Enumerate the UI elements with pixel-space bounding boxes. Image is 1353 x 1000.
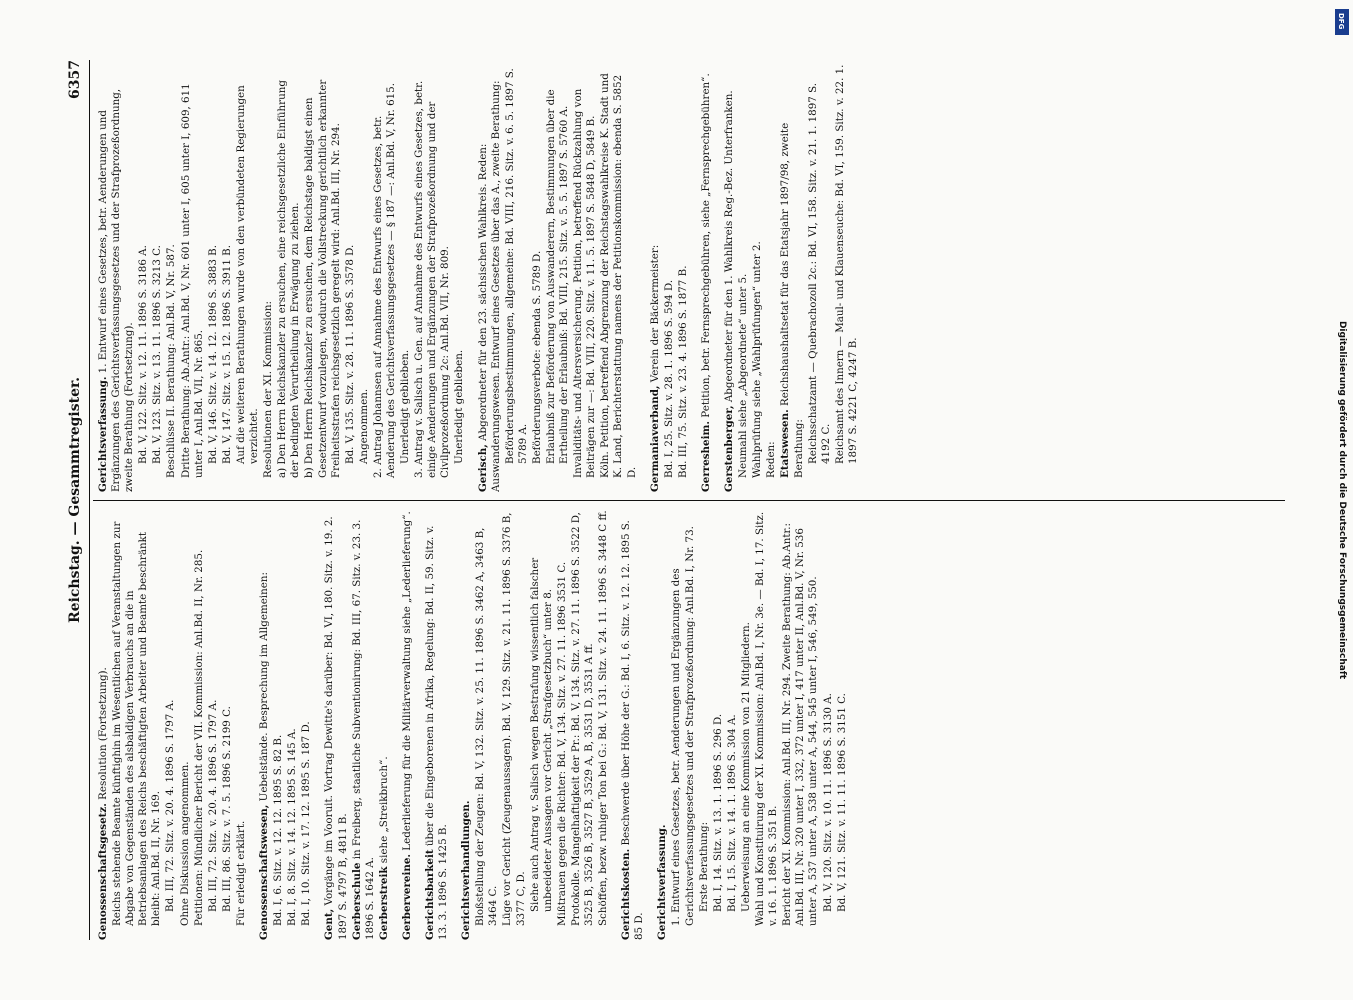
register-entry [723, 62, 736, 492]
entry-text: Auf die weiteren Berathungen wurde von den verbündeten Regierungen verzichtet. [234, 85, 261, 464]
register-entry [501, 510, 527, 940]
page-number: 6357 [67, 60, 83, 99]
entry-text: Köln. Petition, betreffend Abgrenzung der Reichstagswahlkreise K. Stadt und K. Land, Berichterstattung namens der Petitionskommission: ebenda S. 5852 D. [599, 73, 638, 478]
register-entry [207, 510, 220, 940]
entry-text: Angenommen. [357, 388, 370, 464]
register-entry [378, 510, 391, 940]
entry-text: Bd. V, 147. Sitz. v. 15. 12. 1896 S. 3911 B. [220, 244, 233, 464]
entry-text: Invaliditäts- und Altersversicherung. Petition, betreffend Rückzahlung von Beiträgen zur —: Bd. VIII, 220. Sitz. v. 11. 5. 1897 S. 5848 D, 5849 B. [572, 88, 598, 478]
entry-heading: Gerstenberger, [723, 405, 736, 492]
register-entry [235, 62, 261, 492]
register-entry [179, 510, 192, 940]
entry-heading: Gerichtsverfassung. [656, 824, 669, 940]
register-entry [663, 62, 676, 492]
entry-text: Bd. I, 25. Sitz. v. 28. 1. 1896 S. 594 D. [662, 279, 675, 478]
register-entry [276, 62, 302, 492]
entry-text: 1. Entwurf eines Gesetzes, betr. Aenderungen und Ergänzungen des Gerichtsverfassungsgesetzes und der Strafprozeßordnung: Anl.Bd. I, Nr. 73. [670, 526, 696, 926]
register-entry [165, 62, 178, 492]
entry-text: a) Den Herrn Reichskanzler zu ersuchen, eine reichsgesetzliche Einführung der bedingten Verurtheilung in Erwägung zu ziehen. [276, 80, 302, 478]
side-credit [1332, 5, 1352, 995]
running-header [67, 60, 89, 940]
register-entry [193, 510, 206, 940]
header-rule [89, 60, 90, 940]
entry-text: Erste Berathung: [697, 821, 710, 912]
register-entry [712, 510, 725, 940]
register-entry [751, 62, 764, 492]
entry-text: Bd. I, 15. Sitz. v. 14. 1. 1896 S. 304 A. [725, 714, 738, 912]
register-entry [97, 62, 136, 492]
entry-gap [314, 510, 323, 940]
entry-gap [647, 510, 656, 940]
entry-text: Bd. V, 120. Sitz. v. 10. 11. 1896 S. 3130 A. [821, 693, 834, 912]
entry-text: Petition, betr. Fernsprechgebühren, siehe „Fernsprechgebühren“. [699, 73, 712, 422]
register-entry [572, 62, 598, 492]
entry-text: Reichs stehende Beamte künftighin im Wesentlichen auf Veranstaltungen zur Abgabe von Gegenständen des alsbaldigen Verbrauchs an die in Betriebsanlagen des Reichs beschäftigten Arbeiter und Beamte beschränkt bleibt: Anl.Bd. II, Nr. 169. [111, 521, 163, 926]
column-divider [93, 500, 1285, 501]
entry-heading: Gerichtskosten. [620, 848, 633, 940]
register-entry [164, 510, 177, 940]
register-entry [529, 510, 555, 940]
entry-heading: Gerichtsverhandlungen. [460, 800, 473, 940]
entry-text: Bd. V, 123. Sitz. v. 13. 11. 1896 S. 3213 C. [151, 245, 164, 464]
register-entry [620, 510, 646, 940]
entry-heading: Gerberschule [350, 862, 363, 940]
entry-text: Bd. V, 146. Sitz. v. 14. 12. 1896 S. 3883 B. [206, 244, 219, 464]
register-entry [836, 510, 849, 940]
entry-text: Bd. I, 6. Sitz. v. 12. 12. 1895 S. 82 B. [272, 734, 285, 926]
register-entry [286, 510, 299, 940]
entry-text: über die Eingeborenen in Afrika, Regelung: Bd. II, 59. Sitz. v. 13. 3. 1896 S. 1425 B. [423, 525, 450, 940]
entry-text: Reichshaushaltsetat für das Etatsjahr 1897/98, zweite Berathung: [779, 122, 805, 478]
register-entry [97, 510, 110, 940]
register-entry [670, 510, 696, 940]
entry-text: 3. Antrag v. Salisch u. Gen. auf Annahme des Entwurfs eines Gesetzes, betr. einige Aenderungen und Ergänzungen der Strafprozeßordnung und der Civilprozeßordnung 2c: Anl.Bd. VII, Nr. 809. [413, 80, 452, 478]
register-entry [221, 62, 234, 492]
register-entry [677, 62, 690, 492]
register-entry [781, 510, 820, 940]
entry-text: Bd. V, 122. Sitz. v. 12. 11. 1896 S. 3186 A. [137, 245, 150, 464]
register-entry [303, 62, 342, 492]
entry-text: Bericht der XI. Kommission: Anl.Bd. III, Nr. 294. Zweite Berathung: Ab.Antr.: Anl.Bd. III, Nr. 320 unter I, 332, 372 unter I, 417 unter II, Anl.Bd. V, Nr. 536 unter A, 537 unter A, 538 unter A, 544, 545 unter I, 546, 549, 550. [781, 522, 820, 926]
register-entry [740, 510, 753, 940]
register-entry [180, 62, 206, 492]
register-entry [344, 62, 357, 492]
left-column [97, 510, 1285, 940]
register-entry [597, 510, 610, 940]
entry-text: Beschwerde über Höhe der G.: Bd. I, 6. Sitz. v. 12. 12. 1895 S. 85 D. [620, 520, 646, 940]
entry-text: Resolution (Fortsetzung). [97, 667, 109, 804]
register-entry [262, 62, 275, 492]
register-entry [531, 62, 544, 492]
register-entry [737, 62, 750, 492]
entry-text: Bd. III, 75. Sitz. v. 23. 4. 1896 S. 1877 B. [676, 265, 689, 478]
entry-text: Reichsschatzamt — Quebrachozoll 2c.: Bd. VI, 158. Sitz. v. 21. 1. 1897 S. 4192 C. [806, 82, 832, 464]
register-entry [545, 62, 571, 492]
entry-text: Bd. III, 72. Sitz. v. 20. 4. 1896 S. 1797 A. [206, 699, 219, 912]
entry-text: Erlaubniß zur Beförderung von Auswanderern, Bestimmungen über die Ertheilung der Erlaubniß: Bd. VIII, 215. Sitz. v. 5. 5. 1897 S. 5760 A. [545, 89, 571, 464]
register-entry [504, 62, 530, 492]
register-entry [474, 510, 500, 940]
register-entry [570, 510, 596, 940]
entry-text: Beförderungsbestimmungen, allgemeine: Bd. VIII, 216. Sitz. v. 6. 5. 1897 S. 5789 A. [503, 68, 529, 464]
entry-gap [468, 62, 477, 492]
entry-heading: Gerisch, [476, 444, 489, 492]
entry-text: Dritte Berathung: Ab.Antr.: Anl.Bd. V, Nr. 601 unter I, 605 unter I, 609, 611 unter I, Anl.Bd. VII, Nr. 865. [179, 83, 205, 478]
register-entry [137, 62, 150, 492]
entry-heading: Genossenschaftswesen, [258, 804, 271, 940]
register-entry [726, 510, 739, 940]
register-entry [351, 510, 377, 940]
entry-text: Reichsamt des Innern — Maul- und Klauenseuche: Bd. VI, 159. Sitz. v. 22. 1. 1897 S. 4221 C, 4247 B. [833, 64, 859, 464]
dfg-logo: DFG [1335, 9, 1349, 35]
entry-text: Ueberweisung an eine Kommission von 21 Mitgliedern. [739, 622, 752, 912]
entry-heading: Gerbervereine. [400, 854, 413, 940]
register-entry [807, 62, 833, 492]
entry-text: Bd. V, 135. Sitz. v. 28. 11. 1896 S. 3578 D. [343, 244, 356, 464]
entry-heading: Gent, [323, 908, 336, 940]
entry-gap [691, 62, 700, 492]
register-entry [235, 510, 248, 940]
entry-text: Siehe auch Antrag v. Salisch wegen Bestrafung wissentlich falscher unbeeideter Aussagen vor Gericht „Strafgesetzbuch“ unter 8. [528, 557, 554, 912]
entry-text: Schöffen, bezw. ruhiger Ton bei G.: Bd. V, 131. Sitz. v. 24. 11. 1896 S. 3448 C ff. [597, 510, 610, 926]
register-entry [453, 62, 466, 492]
register-entry [765, 62, 778, 492]
entry-gap [415, 510, 424, 940]
register-entry [700, 62, 713, 492]
register-entry [424, 510, 450, 940]
entry-text: Ohne Diskussion angenommen. [178, 761, 191, 926]
register-entry [834, 62, 860, 492]
entry-text: Lüge vor Gericht (Zeugenaussagen). Bd. V, 129. Sitz. v. 21. 11. 1896 S. 3376 B, 3377 C, D. [501, 512, 527, 926]
entry-gap [611, 510, 620, 940]
register-entry [556, 510, 569, 940]
entry-gap [451, 510, 460, 940]
entry-heading: Genossenschaftsgesetz. [97, 803, 109, 940]
funding-note: Digitalisierung gefördert durch die Deutsche Forschungsgemeinschaft [1337, 320, 1347, 680]
entry-heading: Gerberstreik [377, 866, 390, 940]
entry-text: 2. Antrag Johannsen auf Annahme des Entwurfs eines Gesetzes, betr. Aenderung des Gerichtsverfassungsgesetzes — § 187 —: Anl.Bd. V, Nr. 615. [371, 82, 397, 478]
entry-text: Wahlprüfung siehe „Wahlprüfungen“ unter 2. [751, 241, 764, 478]
register-entry [754, 510, 780, 940]
register-entry [221, 510, 234, 940]
entry-text: Bd. I, 8. Sitz. v. 14. 12. 1895 S. 145 A. [286, 728, 299, 926]
entry-text: in Freiberg, staatliche Subventionirung: Bd. III, 67. Sitz. v. 23. 3. 1896 S. 1642 A. [350, 519, 376, 940]
entry-text: Verein der Bäckermeister: [648, 244, 661, 386]
register-entry [460, 510, 473, 940]
register-entry [599, 62, 638, 492]
entry-text: Bloßstellung der Zeugen: Bd. V, 132. Sitz. v. 25. 11. 1896 S. 3462 A, 3463 B, 3464 C. [474, 527, 500, 926]
register-entry [399, 62, 412, 492]
entry-gap [392, 510, 401, 940]
entry-gap [640, 62, 649, 492]
register-entry [372, 62, 398, 492]
entry-text: Beförderungsverbote: ebenda S. 5789 D. [530, 250, 543, 464]
register-entry [358, 62, 371, 492]
entry-text: Lederlieferung für die Militärverwaltung siehe „Lederlieferung“. [400, 511, 413, 854]
entry-gap [714, 62, 723, 492]
entry-text: 1. Entwurf eines Gesetzes, betr. Aenderungen und Ergänzungen des Gerichtsverfassungsgesetzes und der Strafprozeßordnung, zweite Berathung (Fortsetzung). [97, 88, 136, 492]
entry-heading: Germaniaverband, [648, 385, 661, 492]
entry-text: Neumahl siehe „Abgeordnete“ unter 5. [737, 273, 750, 478]
entry-heading: Gerichtsverfassung. [97, 376, 109, 492]
entry-text: Wahl und Konstituirung der XI. Kommission: Anl.Bd. I, Nr. 3e. — Bd. I, 17. Sitz. v. 16. 1. 1896 S. 351 B. [754, 511, 780, 926]
right-column [97, 62, 1285, 492]
entry-text: siehe „Streikbruch“. [377, 756, 390, 867]
entry-heading: Gerichtsbarkeit [423, 849, 436, 940]
register-entry [779, 62, 805, 492]
register-entry [822, 510, 835, 940]
entry-text: Petitionen: Mündlicher Bericht der VII. Kommission: Anl.Bd. II, Nr. 285. [192, 549, 205, 926]
entry-text: Vorgänge im Vooruit. Vortrag Dewitte's darüber: Bd. VI, 180. Sitz. v. 19. 2. 1897 S. 4797 B, 4811 B. [323, 516, 349, 940]
register-entry [151, 62, 164, 492]
register-entry [207, 62, 220, 492]
register-entry [413, 62, 452, 492]
register-entry [111, 510, 163, 940]
entry-text: Für erledigt erklärt. [234, 820, 247, 926]
register-entry [401, 510, 414, 940]
entry-text: Bd. I, 10. Sitz. v. 17. 12. 1895 S. 187 D. [300, 721, 313, 926]
register-entry [272, 510, 285, 940]
entry-text: Bd. III, 72. Sitz. v. 20. 4. 1896 S. 1797 A. [164, 699, 177, 912]
entry-text: Unerledigt geblieben. [453, 349, 466, 464]
entry-text: Abgeordneter für den 23. sächsischen Wahlkreis. Reden: Auswanderungswesen. Entwurf eines Gesetzes über das A., zweite Berathung: [476, 80, 502, 492]
entry-gap [249, 510, 258, 940]
header-title: Reichstag. — Gesammtregister. [67, 377, 83, 623]
entry-text: Mißtrauen gegen die Richter: Bd. V, 134. Sitz. v. 27. 11. 1896 3531 C. [555, 561, 568, 926]
register-entry [656, 510, 669, 940]
register-entry [698, 510, 711, 940]
entry-heading: Etatswesen. [779, 409, 792, 478]
entry-text: Bd. III, 86. Sitz. v. 7. 5. 1896 S. 2199 C. [220, 706, 233, 912]
register-entry [258, 510, 271, 940]
register-entry [649, 62, 662, 492]
entry-text: Abgeordneter für den 1. Wahlkreis Reg.-Bez. Unterfranken. [723, 90, 736, 406]
register-entry [323, 510, 349, 940]
entry-text: Reden: [765, 441, 778, 478]
entry-text: Beschlüsse II. Berathung: Anl.Bd. V, Nr. 587. [165, 244, 178, 478]
entry-text: Bd. V, 121. Sitz. v. 11. 11. 1896 S. 3151 C. [835, 693, 848, 912]
rotated-register-page [61, 50, 1291, 950]
entry-text: b) Den Herrn Reichskanzler zu ersuchen, dem Reichstage baldigst einen Gesetzentwurf vorzulegen, wodurch die Vollstreckung gerichtlich erkannter Freiheitsstrafen reichsgesetzlich geregelt wird: Anl.Bd. III, Nr. 294. [303, 79, 342, 478]
entry-text: Resolutionen der XI. Kommission: [262, 301, 275, 478]
entry-text: Bd. I, 14. Sitz. v. 13. 1. 1896 S. 296 D. [711, 713, 724, 912]
entry-text: Unerledigt geblieben. [399, 349, 412, 464]
register-entry [300, 510, 313, 940]
register-entry [477, 62, 503, 492]
entry-heading: Gerresheim. [699, 421, 712, 492]
entry-text: Uebelstände. Besprechung im Allgemeinen: [258, 572, 271, 805]
entry-text: Protokolle. Mangelhaftigkeit der Pr.: Bd. V, 134. Sitz. v. 27. 11. 1896 S. 3522 D, 3525 B, 3526 B, 3527 B, 3529 A, B, 3531 D, 3531 A ff. [569, 512, 595, 926]
